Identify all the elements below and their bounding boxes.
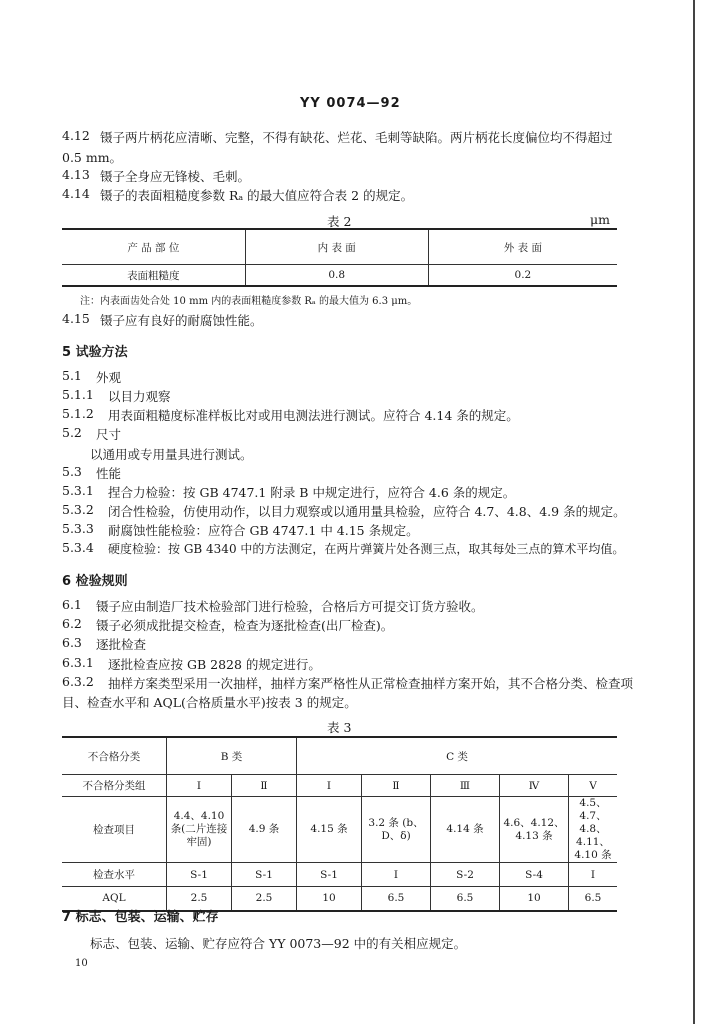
table3-group: Ⅰ bbox=[167, 775, 232, 797]
s6-1-text: 镊子应由制造厂技术检验部门进行检验，合格后方可提交订货方验收。 bbox=[96, 599, 484, 614]
s5-3-3-num: 5.3.3 bbox=[62, 521, 94, 536]
clause-4-12-num: 4.12 bbox=[62, 128, 90, 143]
table3-group: Ⅳ bbox=[500, 775, 569, 797]
table3-aql: 6.5 bbox=[569, 887, 618, 911]
table3-label-level: 检查水平 bbox=[62, 863, 167, 887]
s6-3-2-num: 6.3.2 bbox=[62, 674, 94, 689]
table3-aql: 6.5 bbox=[362, 887, 431, 911]
s5-3-1-text: 捏合力检验：按 GB 4747.1 附录 B 中规定进行，应符合 4.6 条的规定。 bbox=[108, 485, 516, 500]
s5-3-2-text: 闭合性检验，仿使用动作，以目力观察或以通用量具检验，应符合 4.7、4.8、4.9 条的规定。 bbox=[108, 504, 626, 519]
s5-1-2-text: 用表面粗糙度标准样板比对或用电测法进行测试。应符合 4.14 条的规定。 bbox=[108, 408, 519, 423]
s5-3-4-text: 硬度检验：按 GB 4340 中的方法测定，在两片弹簧片处各测三点，取其每处三点的算术平均值。 bbox=[108, 542, 625, 556]
table3-item: 4.14 条 bbox=[431, 797, 500, 863]
table3-item: 4.6、4.12、4.13 条 bbox=[500, 797, 569, 863]
table3-item: 4.9 条 bbox=[232, 797, 297, 863]
page-number: 10 bbox=[75, 958, 88, 969]
table2-header-part: 产 品 部 位 bbox=[62, 229, 245, 265]
table2 bbox=[62, 228, 617, 287]
s6-3-1-num: 6.3.1 bbox=[62, 655, 94, 670]
s5-1-2-num: 5.1.2 bbox=[62, 406, 94, 421]
table3-level: S-4 bbox=[500, 863, 569, 887]
table3-group: Ⅰ bbox=[297, 775, 362, 797]
clause-4-13-num: 4.13 bbox=[62, 167, 90, 182]
table2-unit: μm bbox=[590, 212, 610, 227]
table2-inner-value: 0.8 bbox=[245, 265, 428, 287]
table2-header-outer: 外 表 面 bbox=[428, 229, 617, 265]
table3-label-class: 不合格分类 bbox=[62, 737, 167, 775]
section7-text: 标志、包装、运输、贮存应符合 YY 0073—92 中的有关相应规定。 bbox=[90, 936, 467, 951]
table3-group: Ⅴ bbox=[569, 775, 618, 797]
table3-aql: 2.5 bbox=[232, 887, 297, 911]
table3-aql: 2.5 bbox=[167, 887, 232, 911]
table3-level: S-1 bbox=[167, 863, 232, 887]
table3-label-items: 检查项目 bbox=[62, 797, 167, 863]
s6-3-2-text: 抽样方案类型采用一次抽样，抽样方案严格性从正常检查抽样方案开始，其不合格分类、检查项 bbox=[108, 676, 634, 691]
table3-class-b: B 类 bbox=[167, 737, 297, 775]
clause-4-14-num: 4.14 bbox=[62, 186, 90, 201]
table3-item: 4.15 条 bbox=[297, 797, 362, 863]
table3-aql: 10 bbox=[500, 887, 569, 911]
table2-header-inner: 内 表 面 bbox=[245, 229, 428, 265]
clause-4-15-num: 4.15 bbox=[62, 311, 90, 326]
table3-title: 表 3 bbox=[327, 720, 352, 735]
clause-4-14-text: 镊子的表面粗糙度参数 Rₐ 的最大值应符合表 2 的规定。 bbox=[100, 188, 414, 203]
s5-1-num: 5.1 bbox=[62, 368, 82, 383]
clause-4-15-text: 镊子应有良好的耐腐蚀性能。 bbox=[100, 313, 263, 328]
table2-note: 注：内表面齿处合处 10 mm 内的表面粗糙度参数 Rₐ 的最大值为 6.3 μm。 bbox=[80, 296, 418, 307]
table3-item: 3.2 条 (b、D、δ) bbox=[362, 797, 431, 863]
section5-heading: 5 试验方法 bbox=[62, 345, 128, 360]
s6-3-2-cont: 目、检查水平和 AQL(合格质量水平)按表 3 的规定。 bbox=[62, 695, 357, 710]
clause-4-12-text: 镊子两片柄花应清晰、完整，不得有缺花、烂花、毛刺等缺陷。两片柄花长度偏位均不得超过 bbox=[100, 130, 613, 145]
table2-outer-value: 0.2 bbox=[428, 265, 617, 287]
table3-level: S-2 bbox=[431, 863, 500, 887]
s5-3-3-text: 耐腐蚀性能检验：应符合 GB 4747.1 中 4.15 条规定。 bbox=[108, 523, 419, 538]
s5-2-cont: 以通用或专用量具进行测试。 bbox=[90, 447, 253, 462]
table3-item: 4.4、4.10 条(二片连接牢固) bbox=[167, 797, 232, 863]
document-code-header: YY 0074—92 bbox=[300, 96, 401, 111]
table3-level: S-1 bbox=[297, 863, 362, 887]
s5-1-1-num: 5.1.1 bbox=[62, 387, 94, 402]
table3-label-aql: AQL bbox=[62, 887, 167, 911]
table2-title: 表 2 bbox=[327, 214, 352, 229]
s6-2-text: 镊子必须成批提交检查，检查为逐批检查(出厂检查)。 bbox=[96, 618, 394, 633]
table3-aql: 10 bbox=[297, 887, 362, 911]
table2-row-label: 表面粗糙度 bbox=[62, 265, 245, 287]
table3-group: Ⅲ bbox=[431, 775, 500, 797]
s6-3-1-text: 逐批检查应按 GB 2828 的规定进行。 bbox=[108, 657, 321, 672]
table3-level: Ⅰ bbox=[569, 863, 618, 887]
s5-3-2-num: 5.3.2 bbox=[62, 502, 94, 517]
table3-item: 4.5、4.7、4.8、4.11、4.10 条 bbox=[569, 797, 618, 863]
table3-class-c: C 类 bbox=[297, 737, 618, 775]
scan-edge-line bbox=[693, 0, 695, 1024]
s5-2-text: 尺寸 bbox=[96, 427, 122, 442]
section6-heading: 6 检验规则 bbox=[62, 574, 128, 589]
table3 bbox=[62, 736, 617, 912]
s5-1-1-text: 以目力观察 bbox=[108, 389, 171, 404]
s5-3-4-num: 5.3.4 bbox=[62, 540, 94, 555]
table3-label-group: 不合格分类组 bbox=[62, 775, 167, 797]
clause-4-12-cont: 0.5 mm。 bbox=[62, 150, 123, 165]
s6-3-text: 逐批检查 bbox=[96, 637, 147, 652]
table3-aql: 6.5 bbox=[431, 887, 500, 911]
section7-heading: 7 标志、包装、运输、贮存 bbox=[62, 910, 219, 925]
table3-group: Ⅱ bbox=[232, 775, 297, 797]
s5-3-num: 5.3 bbox=[62, 464, 82, 479]
table3-group: Ⅱ bbox=[362, 775, 431, 797]
s5-3-text: 性能 bbox=[96, 466, 122, 481]
s5-1-text: 外观 bbox=[96, 370, 122, 385]
s6-1-num: 6.1 bbox=[62, 597, 82, 612]
clause-4-13-text: 镊子全身应无锋棱、毛刺。 bbox=[100, 169, 251, 184]
table3-level: Ⅰ bbox=[362, 863, 431, 887]
s6-2-num: 6.2 bbox=[62, 616, 82, 631]
s5-3-1-num: 5.3.1 bbox=[62, 483, 94, 498]
table3-level: S-1 bbox=[232, 863, 297, 887]
s5-2-num: 5.2 bbox=[62, 425, 82, 440]
s6-3-num: 6.3 bbox=[62, 635, 82, 650]
